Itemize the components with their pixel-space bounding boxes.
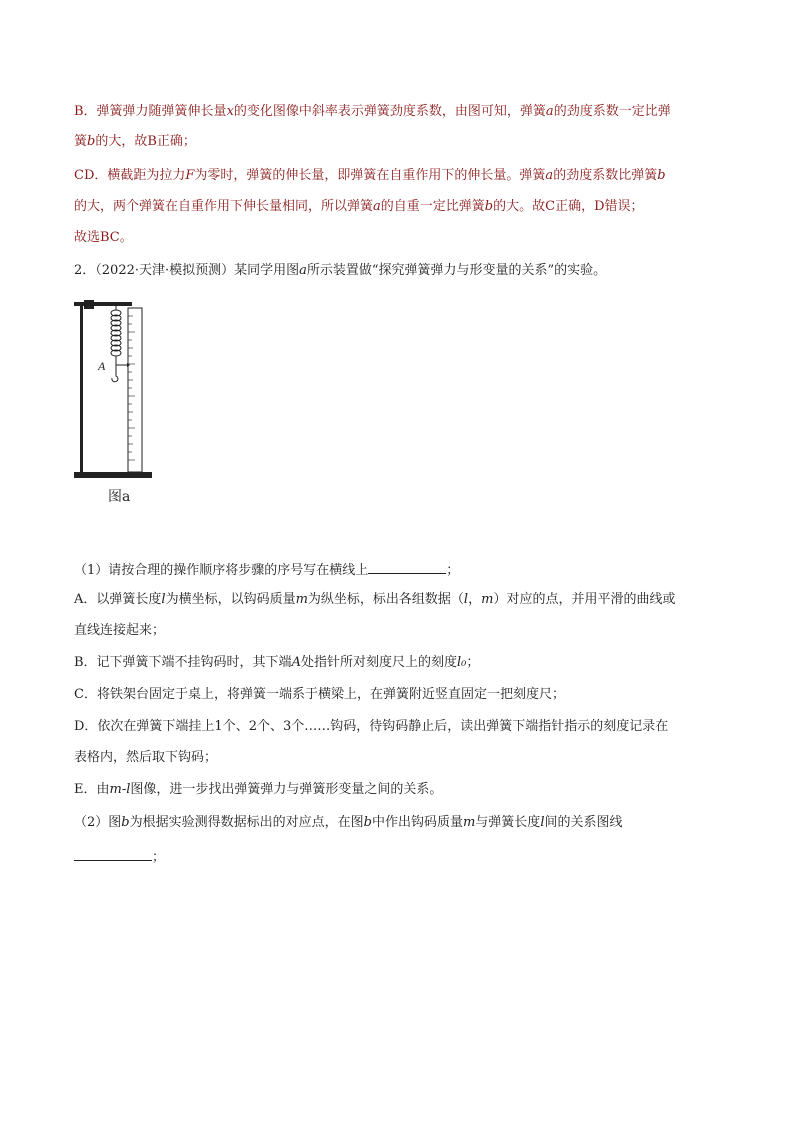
stand-beam [74, 302, 132, 306]
answer-blank-2[interactable] [74, 848, 152, 861]
answer-blank-1[interactable] [368, 561, 446, 574]
figure-label-a: A [98, 359, 106, 373]
spring [111, 306, 121, 368]
answer-conclusion: 故选BC。 [74, 230, 133, 245]
stand-base [74, 472, 152, 478]
part1-prompt: （1）请按合理的操作顺序将步骤的序号写在横线上 ； [74, 563, 460, 578]
part2-prompt: （2）图b为根据实验测得数据标出的对应点，在图b中作出钩码质量m与弹簧长度l间的关系图线 [74, 815, 623, 830]
step-c: C．将铁架台固定于桌上，将弹簧一端系于横梁上，在弹簧附近竖直固定一把刻度尺； [74, 687, 565, 702]
apparatus-figure [72, 296, 156, 486]
step-e: E．由m-l图像，进一步找出弹簧弹力与弹簧形变量之间的关系。 [74, 782, 443, 797]
step-a-line1: A．以弹簧长度l为横坐标，以钩码质量m为纵坐标，标出各组数据（l，m）对应的点，并用平滑的曲线或 [74, 592, 676, 607]
figure-caption: 图a [108, 489, 131, 505]
ruler [128, 308, 142, 472]
answer-b-line1: B．弹簧弹力随弹簧伸长量x的变化图像中斜率表示弹簧劲度系数，由图可知，弹簧a的劲度系数一定比弹 [74, 104, 671, 119]
step-b: B．记下弹簧下端不挂钩码时，其下端A处指针所对刻度尺上的刻度l₀； [74, 655, 480, 670]
answer-cd-line1: CD．横截距为拉力F为零时，弹簧的伸长量，即弹簧在自重作用下的伸长量。弹簧a的劲度系数比弹簧b [74, 168, 666, 183]
step-a-line2: 直线连接起来； [74, 623, 166, 638]
hook [112, 368, 118, 382]
answer-b-line2: 簧b的大，故B正确； [74, 134, 196, 149]
step-d-line1: D．依次在弹簧下端挂上1个、2个、3个……钩码，待钩码静止后，读出弹簧下端指针指示的刻度记录在 [74, 719, 669, 734]
beam-clamp [84, 300, 94, 309]
answer-cd-line2: 的大，两个弹簧在自重作用下伸长量相同，所以弹簧a的自重一定比弹簧b的大。故C正确，D错误； [74, 199, 644, 214]
part2-answer-line: ； [74, 848, 165, 866]
step-d-line2: 表格内，然后取下钩码； [74, 750, 218, 765]
stand-pole [80, 304, 83, 472]
question-header: 2．（2022·天津·模拟预测）某同学用图a所示装置做“探究弹簧弹力与形变量的关系”的实验。 [74, 263, 607, 278]
